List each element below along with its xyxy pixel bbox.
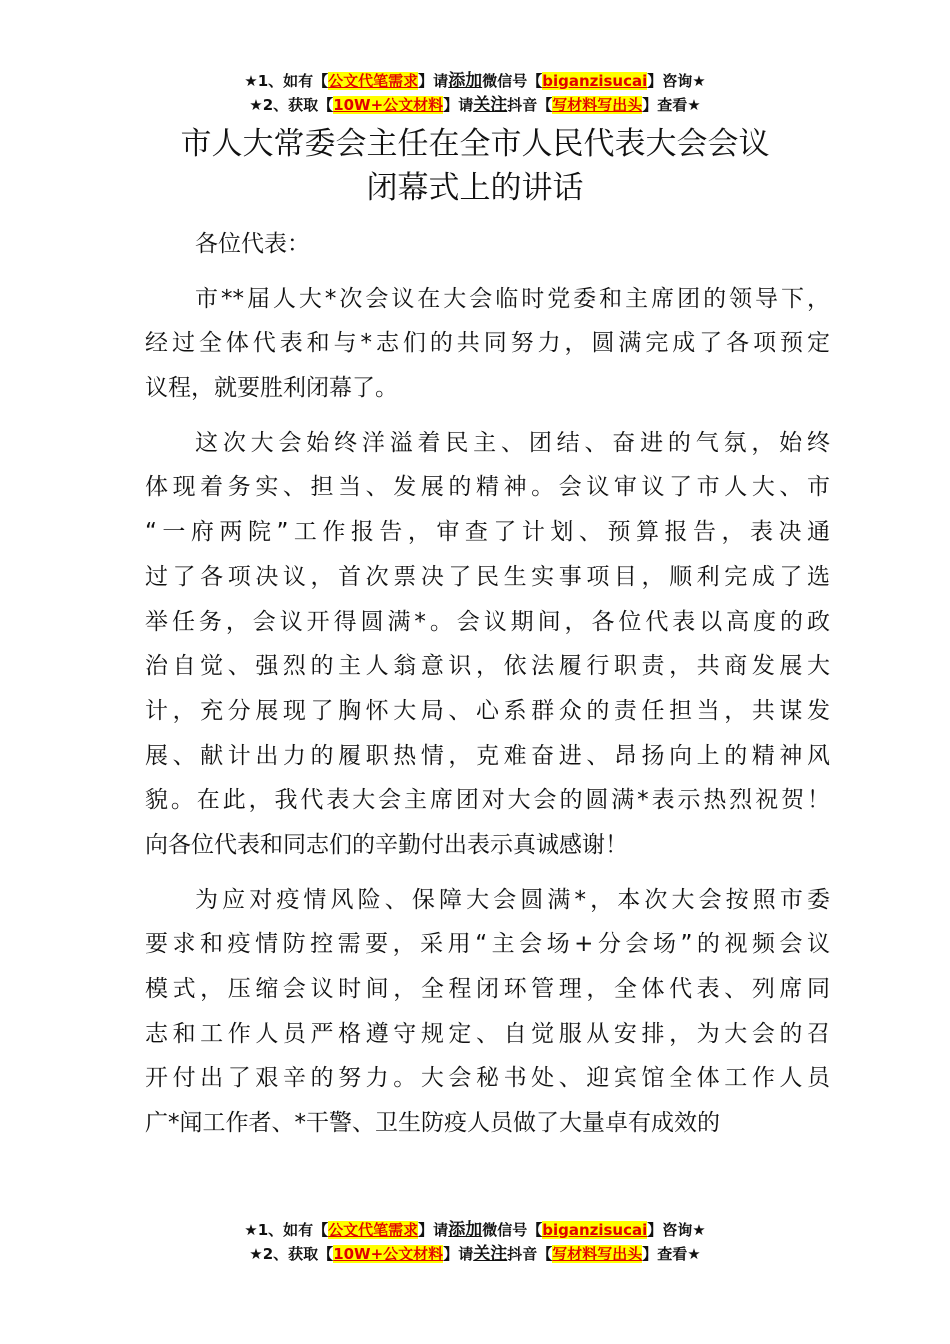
text: 微信号【 [482,1221,543,1239]
text: 】请 [443,1245,474,1263]
text: ★2、获取【 [249,1245,334,1263]
emphasis: 添加 [448,1220,483,1240]
text: 】查看★ [642,1245,701,1263]
paragraph-line: 过了各项决议，首次票决了民生实事项目，顺利完成了选 [145,563,830,590]
text: 】请 [418,72,449,90]
paragraph-line: 要求和疫情防控需要，采用“主会场+分会场”的视频会议 [145,931,830,958]
paragraph-line: 向各位代表和同志们的辛勤付出表示真诚感谢！ [145,831,628,858]
emphasis: 关注 [473,95,508,115]
text: 】咨询★ [647,72,706,90]
highlight: 10W+公文材料 [333,1245,444,1263]
promo-line-2 [0,1242,950,1266]
promo-banner-top [0,69,950,117]
highlight: 写材料写出头 [552,96,643,114]
promo-line-2 [0,93,950,117]
paragraph-line: 开付出了艰辛的努力。大会秘书处、迎宾馆全体工作人员 [145,1065,830,1092]
paragraph-line: 各位代表： [195,231,310,257]
emphasis: 添加 [448,71,483,91]
highlight: 写材料写出头 [552,1245,643,1263]
text: 抖音【 [507,96,553,114]
document-title [0,122,950,210]
paragraph-line: 经过全体代表和与*志们的共同努力，圆满完成了各项预定 [145,330,830,357]
highlight: 10W+公文材料 [333,96,444,114]
text: 微信号【 [482,72,543,90]
paragraph [145,277,830,411]
paragraph-line: 体现着务实、担当、发展的精神。会议审议了市人大、市 [145,474,830,501]
paragraph-line: 这次大会始终洋溢着民主、团结、奋进的气氛，始终 [195,429,830,456]
title-line: 市人大常委会主任在全市人民代表大会会议 [180,126,770,162]
text: ★1、如有【 [244,1221,329,1239]
promo-line-1 [0,1218,950,1242]
paragraph [145,421,830,868]
promo-line-1 [0,69,950,93]
paragraph-line: 模式，压缩会议时间，全程闭环管理，全体代表、列席同 [145,976,830,1002]
text: 】咨询★ [647,1221,706,1239]
highlight: biganzisucai [542,72,648,90]
paragraph-line: 志和工作人员严格遵守规定、自觉服从安排，为大会的召 [145,1020,830,1047]
paragraph-line: 治自觉、强烈的主人翁意识，依法履行职责，共商发展大 [145,653,830,680]
document-body [145,222,830,1156]
paragraph-line: 展、献计出力的履职热情，克难奋进、昂扬向上的精神风 [145,742,830,769]
title-line: 闭幕式上的讲话 [366,170,584,206]
text: ★1、如有【 [244,72,329,90]
highlight: 公文代笔需求 [328,1221,419,1239]
promo-banner-bottom [0,1218,950,1266]
paragraph-line: 为应对疫情风险、保障大会圆满*，本次大会按照市委 [195,886,830,913]
paragraph-line: 广*闻工作者、*干警、卫生防疫人员做了大量卓有成效的 [145,1110,720,1137]
text: 】请 [418,1221,449,1239]
highlight: 公文代笔需求 [328,72,419,90]
text: ★2、获取【 [249,96,334,114]
paragraph [145,878,830,1146]
text: 】请 [443,96,474,114]
emphasis: 关注 [473,1244,508,1264]
text: 】查看★ [642,96,701,114]
paragraph [145,222,830,267]
paragraph-line: 计，充分展现了胸怀大局、心系群众的责任担当，共谋发 [145,697,830,724]
paragraph-line: “一府两院”工作报告，审查了计划、预算报告，表决通 [145,519,830,546]
paragraph-line: 举任务，会议开得圆满*。会议期间，各位代表以高度的政 [145,608,830,635]
paragraph-line: 貌。在此，我代表大会主席团对大会的圆满*表示热烈祝贺！ [145,787,830,814]
paragraph-line: 议程，就要胜利闭幕了。 [145,375,398,402]
paragraph-line: 市**届人大*次会议在大会临时党委和主席团的领导下， [195,285,830,312]
highlight: biganzisucai [542,1221,648,1239]
text: 抖音【 [507,1245,553,1263]
